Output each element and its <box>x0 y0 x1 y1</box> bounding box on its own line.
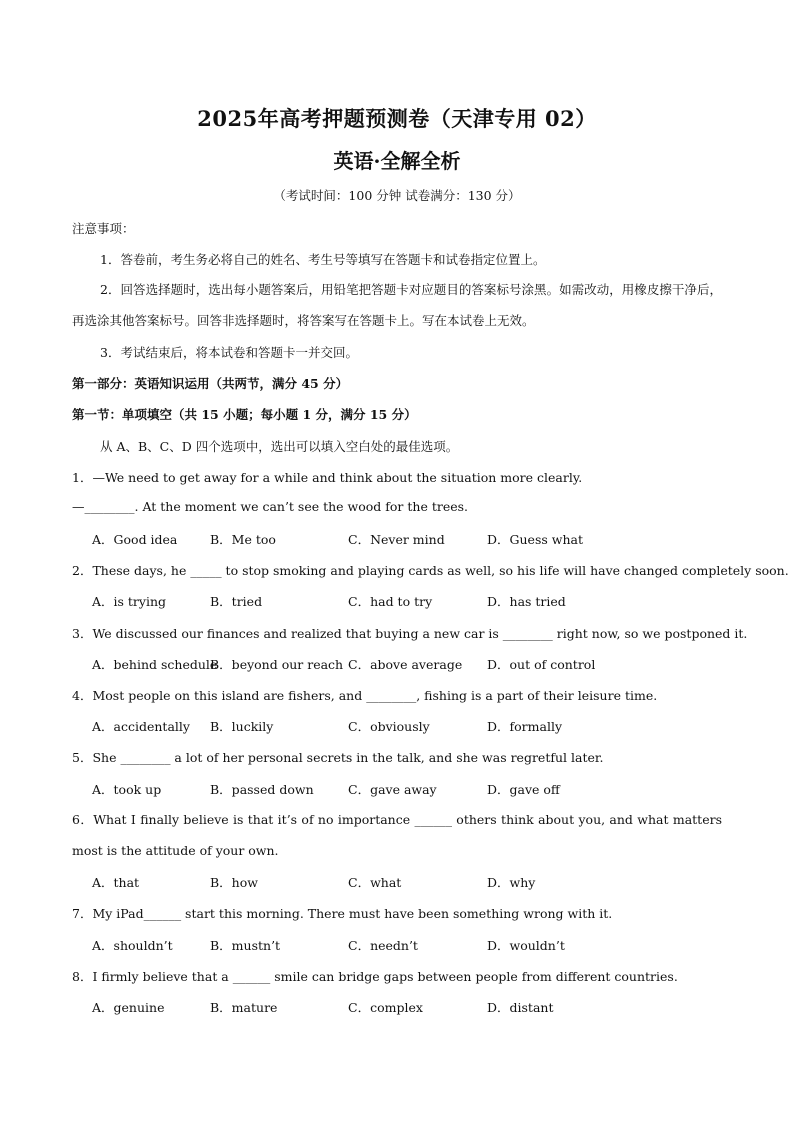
option-c: C．above average <box>348 657 463 672</box>
question-stem: 5．She ________ a lot of her personal secrets in the talk, and she was regretful later. <box>72 750 604 765</box>
section-heading: 第一节：单项填空（共 15 小题；每小题 1 分，满分 15 分） <box>72 407 417 422</box>
option-b: B．how <box>210 875 258 890</box>
option-c: C．Never mind <box>348 532 445 547</box>
option-d: D．Guess what <box>487 532 583 547</box>
question-stem: 1．—We need to get away for a while and think about the situation more clearly. <box>72 470 583 485</box>
option-a: A．shouldn’t <box>92 938 173 953</box>
option-b: B．passed down <box>210 782 314 797</box>
page-title: 2025年高考押题预测卷（天津专用 02） <box>197 106 597 131</box>
option-d: D．wouldn’t <box>487 938 565 953</box>
question-stem-continued: —________. At the moment we can’t see the wood for the trees. <box>72 499 468 514</box>
option-a: A．that <box>92 875 140 890</box>
question-stem: 3．We discussed our finances and realized that buying a new car is ________ right now, so we postponed it. <box>72 626 748 641</box>
option-a: A．Good idea <box>92 532 178 547</box>
option-c: C．gave away <box>348 782 437 797</box>
option-b: B．tried <box>210 594 263 609</box>
option-c: C．what <box>348 875 402 890</box>
option-d: D．has tried <box>487 594 566 609</box>
option-b: B．mustn’t <box>210 938 281 953</box>
option-a: A．took up <box>92 782 162 797</box>
note-1: 1．答卷前，考生务必将自己的姓名、考生号等填写在答题卡和试卷指定位置上。 <box>100 252 546 267</box>
part-heading: 第一部分：英语知识运用（共两节，满分 45 分） <box>72 376 349 391</box>
question-stem: 8．I firmly believe that a ______ smile can bridge gaps between people from different countries. <box>72 969 678 984</box>
option-a: A．is trying <box>92 594 167 609</box>
option-c: C．had to try <box>348 594 433 609</box>
option-a: A．behind schedule <box>92 657 218 672</box>
question-stem: 6．What I finally believe is that it’s of no importance ______ others think about you, and what matters most is the attitude of your own. <box>72 812 722 858</box>
section-instructions: 从 A、B、C、D 四个选项中，选出可以填入空白处的最佳选项。 <box>100 439 459 454</box>
option-d: D．gave off <box>487 782 560 797</box>
option-d: D．out of control <box>487 657 596 672</box>
option-c: C．needn’t <box>348 938 418 953</box>
option-c: C．complex <box>348 1000 423 1015</box>
page-subtitle: 英语·全解全析 <box>333 149 461 173</box>
option-d: D．distant <box>487 1000 554 1015</box>
question-stem: 7．My iPad______ start this morning. There must have been something wrong with it. <box>72 906 613 921</box>
option-b: B．Me too <box>210 532 276 547</box>
note-2: 2．回答选择题时，选出每小题答案后，用铅笔把答题卡对应题目的答案标号涂黑。如需改动，用橡皮擦干净后，再选涂其他答案标号。回答非选择题时，将答案写在答题卡上。写在本试卷上无效。 <box>72 282 722 328</box>
option-c: C．obviously <box>348 719 430 734</box>
option-b: B．beyond our reach <box>210 657 344 672</box>
notes-heading: 注意事项： <box>72 221 135 236</box>
option-d: D．why <box>487 875 536 890</box>
option-d: D．formally <box>487 719 563 734</box>
option-b: B．luckily <box>210 719 274 734</box>
note-3: 3．考试结束后，将本试卷和答题卡一并交回。 <box>100 345 358 360</box>
option-a: A．accidentally <box>92 719 190 734</box>
option-b: B．mature <box>210 1000 278 1015</box>
option-a: A．genuine <box>92 1000 165 1015</box>
exam-meta: （考试时间：100 分钟 试卷满分：130 分） <box>273 188 521 203</box>
question-stem: 4．Most people on this island are fishers, and ________, fishing is a part of their leisure time. <box>72 688 658 703</box>
question-stem: 2．These days, he _____ to stop smoking and playing cards as well, so his life will have changed completely soon. <box>72 563 789 578</box>
